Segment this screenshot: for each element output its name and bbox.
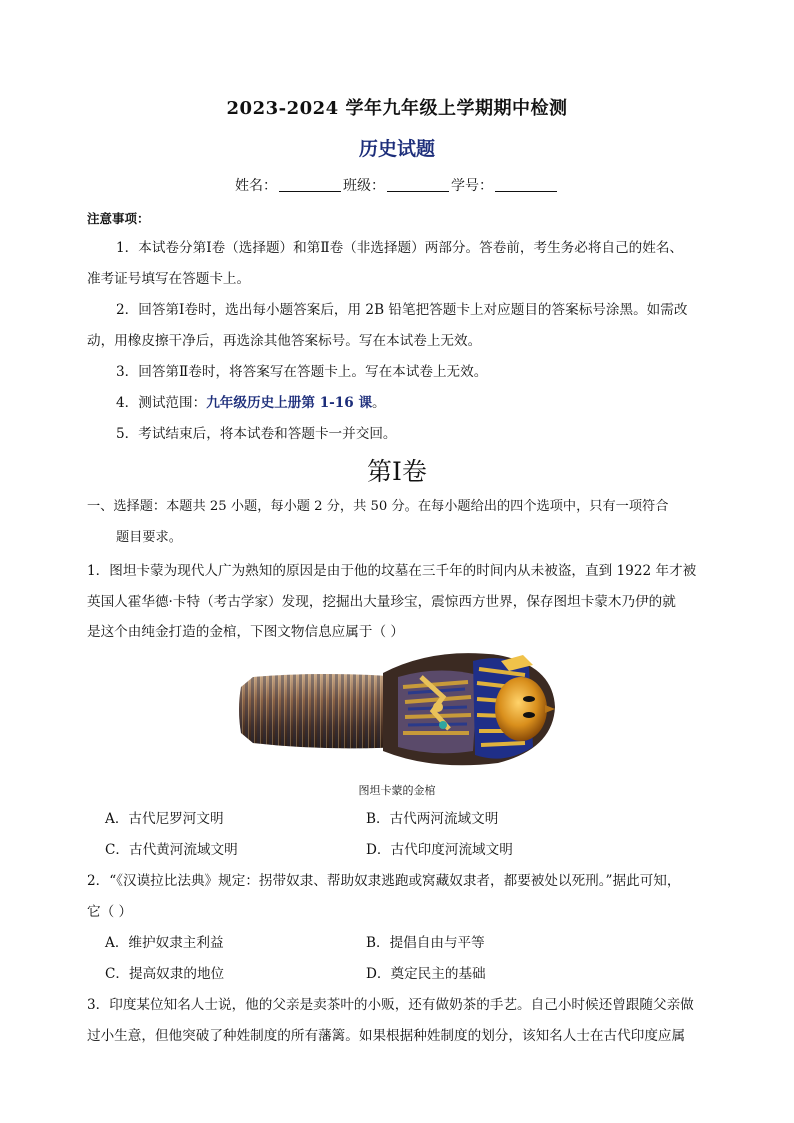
tutankhamun-coffin-image xyxy=(233,647,563,772)
q3-stem-line-2: 过小生意，但他突破了种姓制度的所有藩篱。如果根据种姓制度的划分，该知名人士在古代印度应属 xyxy=(87,1028,686,1044)
q2-option-c[interactable]: C．提高奴隶的地位 xyxy=(105,966,225,982)
q1-option-b[interactable]: B．古代两河流域文明 xyxy=(366,811,499,827)
class-blank[interactable] xyxy=(387,179,449,192)
section-instruction-line-1: 一、选择题：本题共 25 小题，每小题 2 分，共 50 分。在每小题给出的四个选项中，只有一项符合 xyxy=(87,499,669,514)
name-label: 姓名： xyxy=(235,178,277,194)
q2-option-b[interactable]: B．提倡自由与平等 xyxy=(366,935,485,951)
notice-item-4-suffix: 。 xyxy=(372,395,386,411)
q2-option-d[interactable]: D．奠定民主的基础 xyxy=(366,966,486,982)
q1-option-a[interactable]: A．古代尼罗河文明 xyxy=(105,811,224,827)
notice-item-5: 5．考试结束后，将本试卷和答题卡一并交回。 xyxy=(116,426,397,442)
q1-stem-line-2: 英国人霍华德·卡特（考古学家）发现，挖掘出大量珍宝，震惊西方世界，保存图坦卡蒙木乃伊的就 xyxy=(87,594,676,610)
notice-heading: 注意事项： xyxy=(87,211,150,226)
q3-stem-line-1: 3．印度某位知名人士说，他的父亲是卖茶叶的小贩，还有做奶茶的手艺。自己小时候还曾跟随父亲做 xyxy=(87,997,694,1013)
exam-subject: 历史试题 xyxy=(358,138,435,160)
q2-stem-line-2: 它（ ） xyxy=(87,904,133,920)
q1-stem-line-3: 是这个由纯金打造的金棺，下图文物信息应属于（ ） xyxy=(87,624,404,640)
q1-option-d[interactable]: D．古代印度河流域文明 xyxy=(366,842,513,858)
notice-item-4-prefix: 4．测试范围： xyxy=(116,395,207,411)
notice-item-4 xyxy=(116,393,386,413)
section-title: 第Ⅰ卷 xyxy=(367,457,427,486)
test-range: 九年级历史上册第 1-16 课 xyxy=(206,395,373,411)
notice-item-1-line-1: 1．本试卷分第Ⅰ卷（选择题）和第Ⅱ卷（非选择题）两部分。答卷前，考生务必将自己的姓名、 xyxy=(116,240,684,256)
exam-title: 2023-2024 学年九年级上学期期中检测 xyxy=(226,98,568,119)
q1-stem-line-1: 1．图坦卡蒙为现代人广为熟知的原因是由于他的坟墓在三千年的时间内从未被盗，直到 1922 年才被 xyxy=(87,563,697,579)
q1-option-c[interactable]: C．古代黄河流域文明 xyxy=(105,842,238,858)
notice-item-1-line-2: 准考证号填写在答题卡上。 xyxy=(87,271,251,287)
notice-item-2-line-2: 动，用橡皮擦干净后，再选涂其他答案标号。写在本试卷上无效。 xyxy=(87,333,482,349)
student-info-line xyxy=(0,175,794,195)
id-blank[interactable] xyxy=(495,179,557,192)
q2-option-a[interactable]: A．维护奴隶主利益 xyxy=(105,935,224,951)
q1-figure-caption: 图坦卡蒙的金棺 xyxy=(358,784,436,797)
section-instruction-line-2: 题目要求。 xyxy=(116,530,182,545)
class-label: 班级： xyxy=(343,178,385,194)
q2-stem-line-1: 2．“《汉谟拉比法典》规定：拐带奴隶、帮助奴隶逃跑或窝藏奴隶者，都要被处以死刑。”据此可知， xyxy=(87,873,681,889)
notice-item-2-line-1: 2．回答第Ⅰ卷时，选出每小题答案后，用 2B 铅笔把答题卡上对应题目的答案标号涂黑。如需改 xyxy=(116,302,688,318)
notice-item-3: 3．回答第Ⅱ卷时，将答案写在答题卡上。写在本试卷上无效。 xyxy=(116,364,488,380)
id-label: 学号： xyxy=(451,178,493,194)
name-blank[interactable] xyxy=(279,179,341,192)
